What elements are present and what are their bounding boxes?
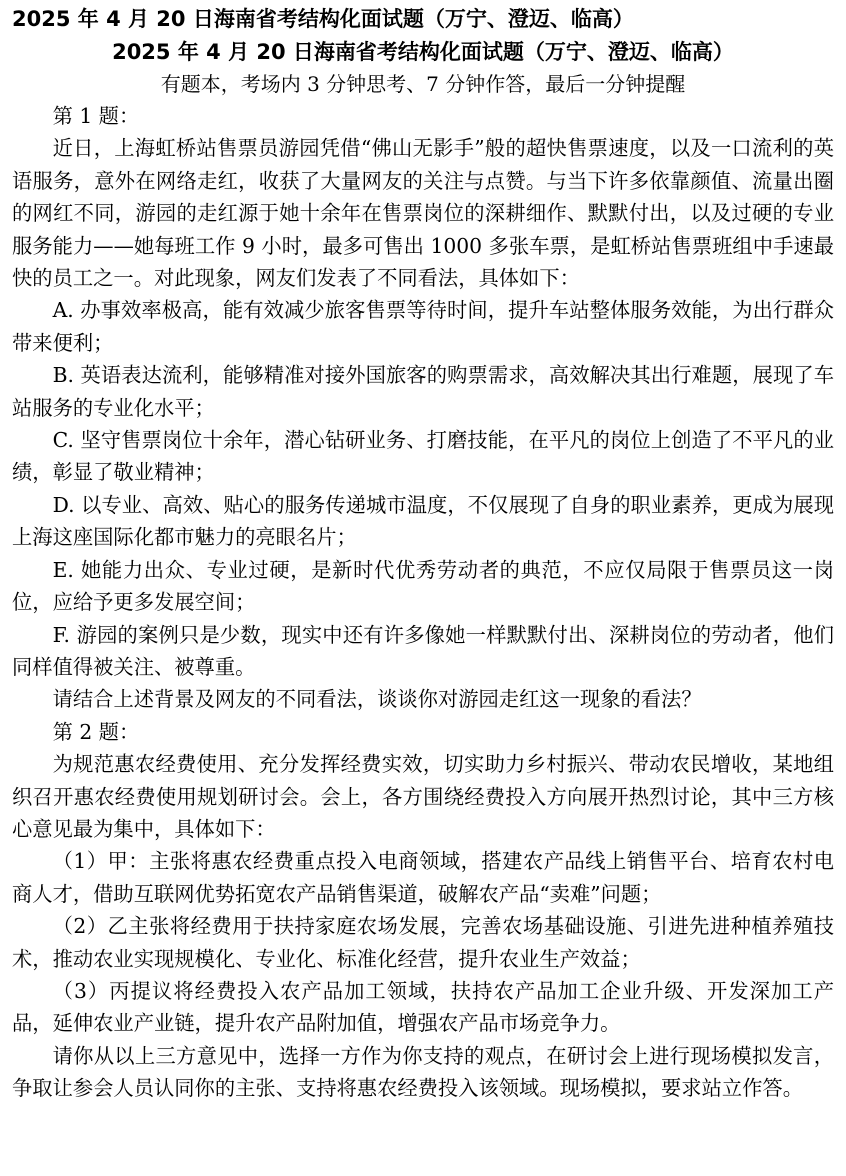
- document-title: 2025 年 4 月 20 日海南省考结构化面试题（万宁、澄迈、临高）: [12, 7, 634, 31]
- question-1-option-e: E. 她能力出众、专业过硬，是新时代优秀劳动者的典范，不应仅局限于售票员这一岗位，应给予更多发展空间；: [12, 557, 834, 615]
- question-2-option-2: （2）乙主张将经费用于扶持家庭农场发展，完善农场基础设施、引进先进种植养殖技术，推动农业实现规模化、专业化、标准化经营，提升农业生产效益；: [12, 914, 834, 971]
- question-2-prompt: 请你从以上三方意见中，选择一方作为你支持的观点，在研讨会上进行现场模拟发言，争取让参会人员认同你的主张、支持将惠农经费投入该领域。现场模拟，要求站立作答。: [12, 1043, 834, 1101]
- question-2-heading: 第 2 题：: [52, 719, 140, 744]
- question-1-background: 近日，上海虹桥站售票员游园凭借“佛山无影手”般的超快售票速度，以及一口流利的英语服务，意外在网络走红，收获了大量网友的关注与点赞。与当下许多依靠颜值、流量出圈的网红不同，游园的走红源于她十余年在售票岗位的深耕细作、默默付出，以及过硬的专业服务能力——她每班工作 9 小时，最多可售出 1000 多张车票，是虹桥站售票班组中手速最快的员工之一。对此现象，网友们发表了不同看法，具体如下：: [12, 136, 834, 291]
- question-1-option-d: D. 以专业、高效、贴心的服务传递城市温度，不仅展现了自身的职业素养，更成为展现上海这座国际化都市魅力的亮眼名片；: [12, 492, 834, 550]
- question-1-heading: 第 1 题：: [52, 104, 140, 128]
- question-1-option-f: F. 游园的案例只是少数，现实中还有许多像她一样默默付出、深耕岗位的劳动者，他们同样值得被关注、被尊重。: [12, 622, 834, 679]
- question-2-option-1: （1）甲：主张将惠农经费重点投入电商领域，搭建农产品线上销售平台、培育农村电商人才，借助互联网优势拓宽农产品销售渠道，破解农产品“卖难”问题；: [12, 849, 834, 906]
- question-2-option-3: （3）丙提议将经费投入农产品加工领域，扶持农产品加工企业升级、开发深加工产品，延伸农业产业链，提升农产品附加值，增强农产品市场竞争力。: [12, 978, 834, 1036]
- question-1-option-b: B. 英语表达流利，能够精准对接外国旅客的购票需求，高效解决其出行难题，展现了车站服务的专业化水平；: [12, 363, 834, 420]
- question-2-background: 为规范惠农经费使用、充分发挥经费实效，切实助力乡村振兴、带动农民增收，某地组织召开惠农经费使用规划研讨会。会上，各方围绕经费投入方向展开热烈讨论，其中三方核心意见最为集中，具体如下：: [12, 752, 834, 841]
- question-1-option-c: C. 坚守售票岗位十余年，潜心钻研业务、打磨技能，在平凡的岗位上创造了不平凡的业绩，彰显了敬业精神；: [12, 428, 834, 485]
- question-1-option-a: A. 办事效率极高，能有效减少旅客售票等待时间，提升车站整体服务效能，为出行群众带来便利；: [12, 298, 834, 355]
- document-subtitle: 2025 年 4 月 20 日海南省考结构化面试题（万宁、澄迈、临高）: [112, 40, 734, 64]
- exam-instructions: 有题本，考场内 3 分钟思考、7 分钟作答，最后一分钟提醒: [160, 72, 686, 96]
- question-1-prompt: 请结合上述背景及网友的不同看法，谈谈你对游园走红这一现象的看法？: [52, 687, 702, 712]
